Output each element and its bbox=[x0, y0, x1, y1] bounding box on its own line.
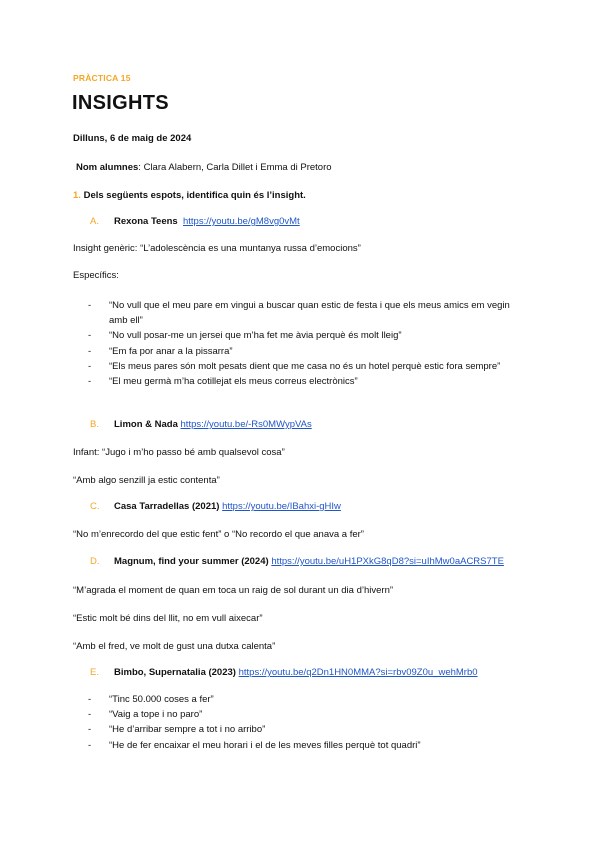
list-item: - “He d’arribar sempre a tot i no arribo” bbox=[88, 724, 266, 736]
list-item: - “He de fer encaixar el meu horari i el de les meves filles perquè tot quadri” bbox=[88, 739, 421, 751]
students-label: Nom alumnes bbox=[76, 162, 139, 173]
question-number: 1. bbox=[73, 190, 81, 201]
question-text: Dels següents espots, identifica quin és l’insight. bbox=[80, 190, 306, 201]
section-e-link[interactable]: https://youtu.be/q2Dn1HN0MMA?si=rbv09Z0u_wehMrb0 bbox=[238, 667, 478, 678]
page-title: INSIGHTS bbox=[72, 92, 169, 114]
question-1 bbox=[73, 190, 306, 201]
section-e-heading bbox=[90, 667, 478, 678]
section-a-letter: A. bbox=[90, 216, 99, 227]
section-d-name: Magnum, find your summer (2024) bbox=[114, 556, 269, 567]
section-a-bullet-list bbox=[88, 298, 528, 389]
section-a-link[interactable]: https://youtu.be/gM8vg0vMt bbox=[183, 216, 300, 227]
section-a-specific-label: Específics: bbox=[73, 270, 119, 281]
section-e-bullet-list bbox=[88, 692, 421, 753]
section-c-line-1: “No m’enrecordo del que estic fent” o “No recordo el que anava a fer” bbox=[73, 529, 364, 540]
section-b-letter: B. bbox=[90, 419, 99, 430]
section-b-heading bbox=[90, 419, 312, 430]
students-line bbox=[76, 162, 332, 173]
section-d-line-1: “M’agrada el moment de quan em toca un raig de sol durant un dia d’hivern” bbox=[73, 585, 394, 596]
section-c-name: Casa Tarradellas (2021) bbox=[114, 501, 220, 512]
list-item: - “No vull que el meu pare em vingui a buscar quan estic de festa i que els meus amics em vegin amb ell” bbox=[88, 300, 510, 327]
section-a-generic-insight: Insight genèric: “L’adolescència es una muntanya russa d’emocions” bbox=[73, 243, 361, 254]
section-d-line-2: “Estic molt bé dins del llit, no em vull aixecar” bbox=[73, 613, 263, 624]
section-d-link[interactable]: https://youtu.be/uH1PXkG8qD8?si=uIhMw0aACRS7TE bbox=[271, 556, 504, 567]
section-a-name: Rexona Teens bbox=[114, 216, 178, 227]
section-b-name: Limon & Nada bbox=[114, 419, 178, 430]
section-e-letter: E. bbox=[90, 667, 99, 678]
section-b-line-2: “Amb algo senzill ja estic contenta” bbox=[73, 475, 220, 486]
list-item: - “Vaig a tope i no paro” bbox=[88, 709, 203, 721]
section-b-link[interactable]: https://youtu.be/-Rs0MWypVAs bbox=[180, 419, 312, 430]
section-c-link[interactable]: https://youtu.be/IBahxi-gHIw bbox=[222, 501, 341, 512]
section-d-letter: D. bbox=[90, 556, 100, 567]
list-item: - “Tinc 50.000 coses a fer” bbox=[88, 694, 214, 705]
list-item: - “Els meus pares són molt pesats dient que me casa no és un hotel perquè estic fora sempre” bbox=[88, 360, 501, 372]
students-names: : Clara Alabern, Carla Dillet i Emma di Pretoro bbox=[138, 162, 332, 173]
section-b-line-1: Infant: “Jugo i m’ho passo bé amb qualsevol cosa” bbox=[73, 447, 285, 458]
section-c-heading bbox=[90, 501, 341, 512]
practice-label: PRÀCTICA 15 bbox=[73, 73, 131, 83]
list-item: - “No vull posar-me un jersei que m’ha fet me àvia perquè és molt lleig” bbox=[88, 330, 402, 342]
section-d-line-3: “Amb el fred, ve molt de gust una dutxa calenta” bbox=[73, 641, 276, 652]
list-item: - “El meu germà m’ha cotillejat els meus correus electrònics” bbox=[88, 376, 358, 388]
section-c-letter: C. bbox=[90, 501, 100, 512]
section-d-heading bbox=[90, 556, 504, 567]
section-e-name: Bimbo, Supernatalia (2023) bbox=[114, 667, 236, 678]
list-item: - “Em fa por anar a la pissarra” bbox=[88, 345, 233, 357]
date-line: Dilluns, 6 de maig de 2024 bbox=[73, 133, 192, 144]
section-a-heading bbox=[90, 216, 300, 227]
